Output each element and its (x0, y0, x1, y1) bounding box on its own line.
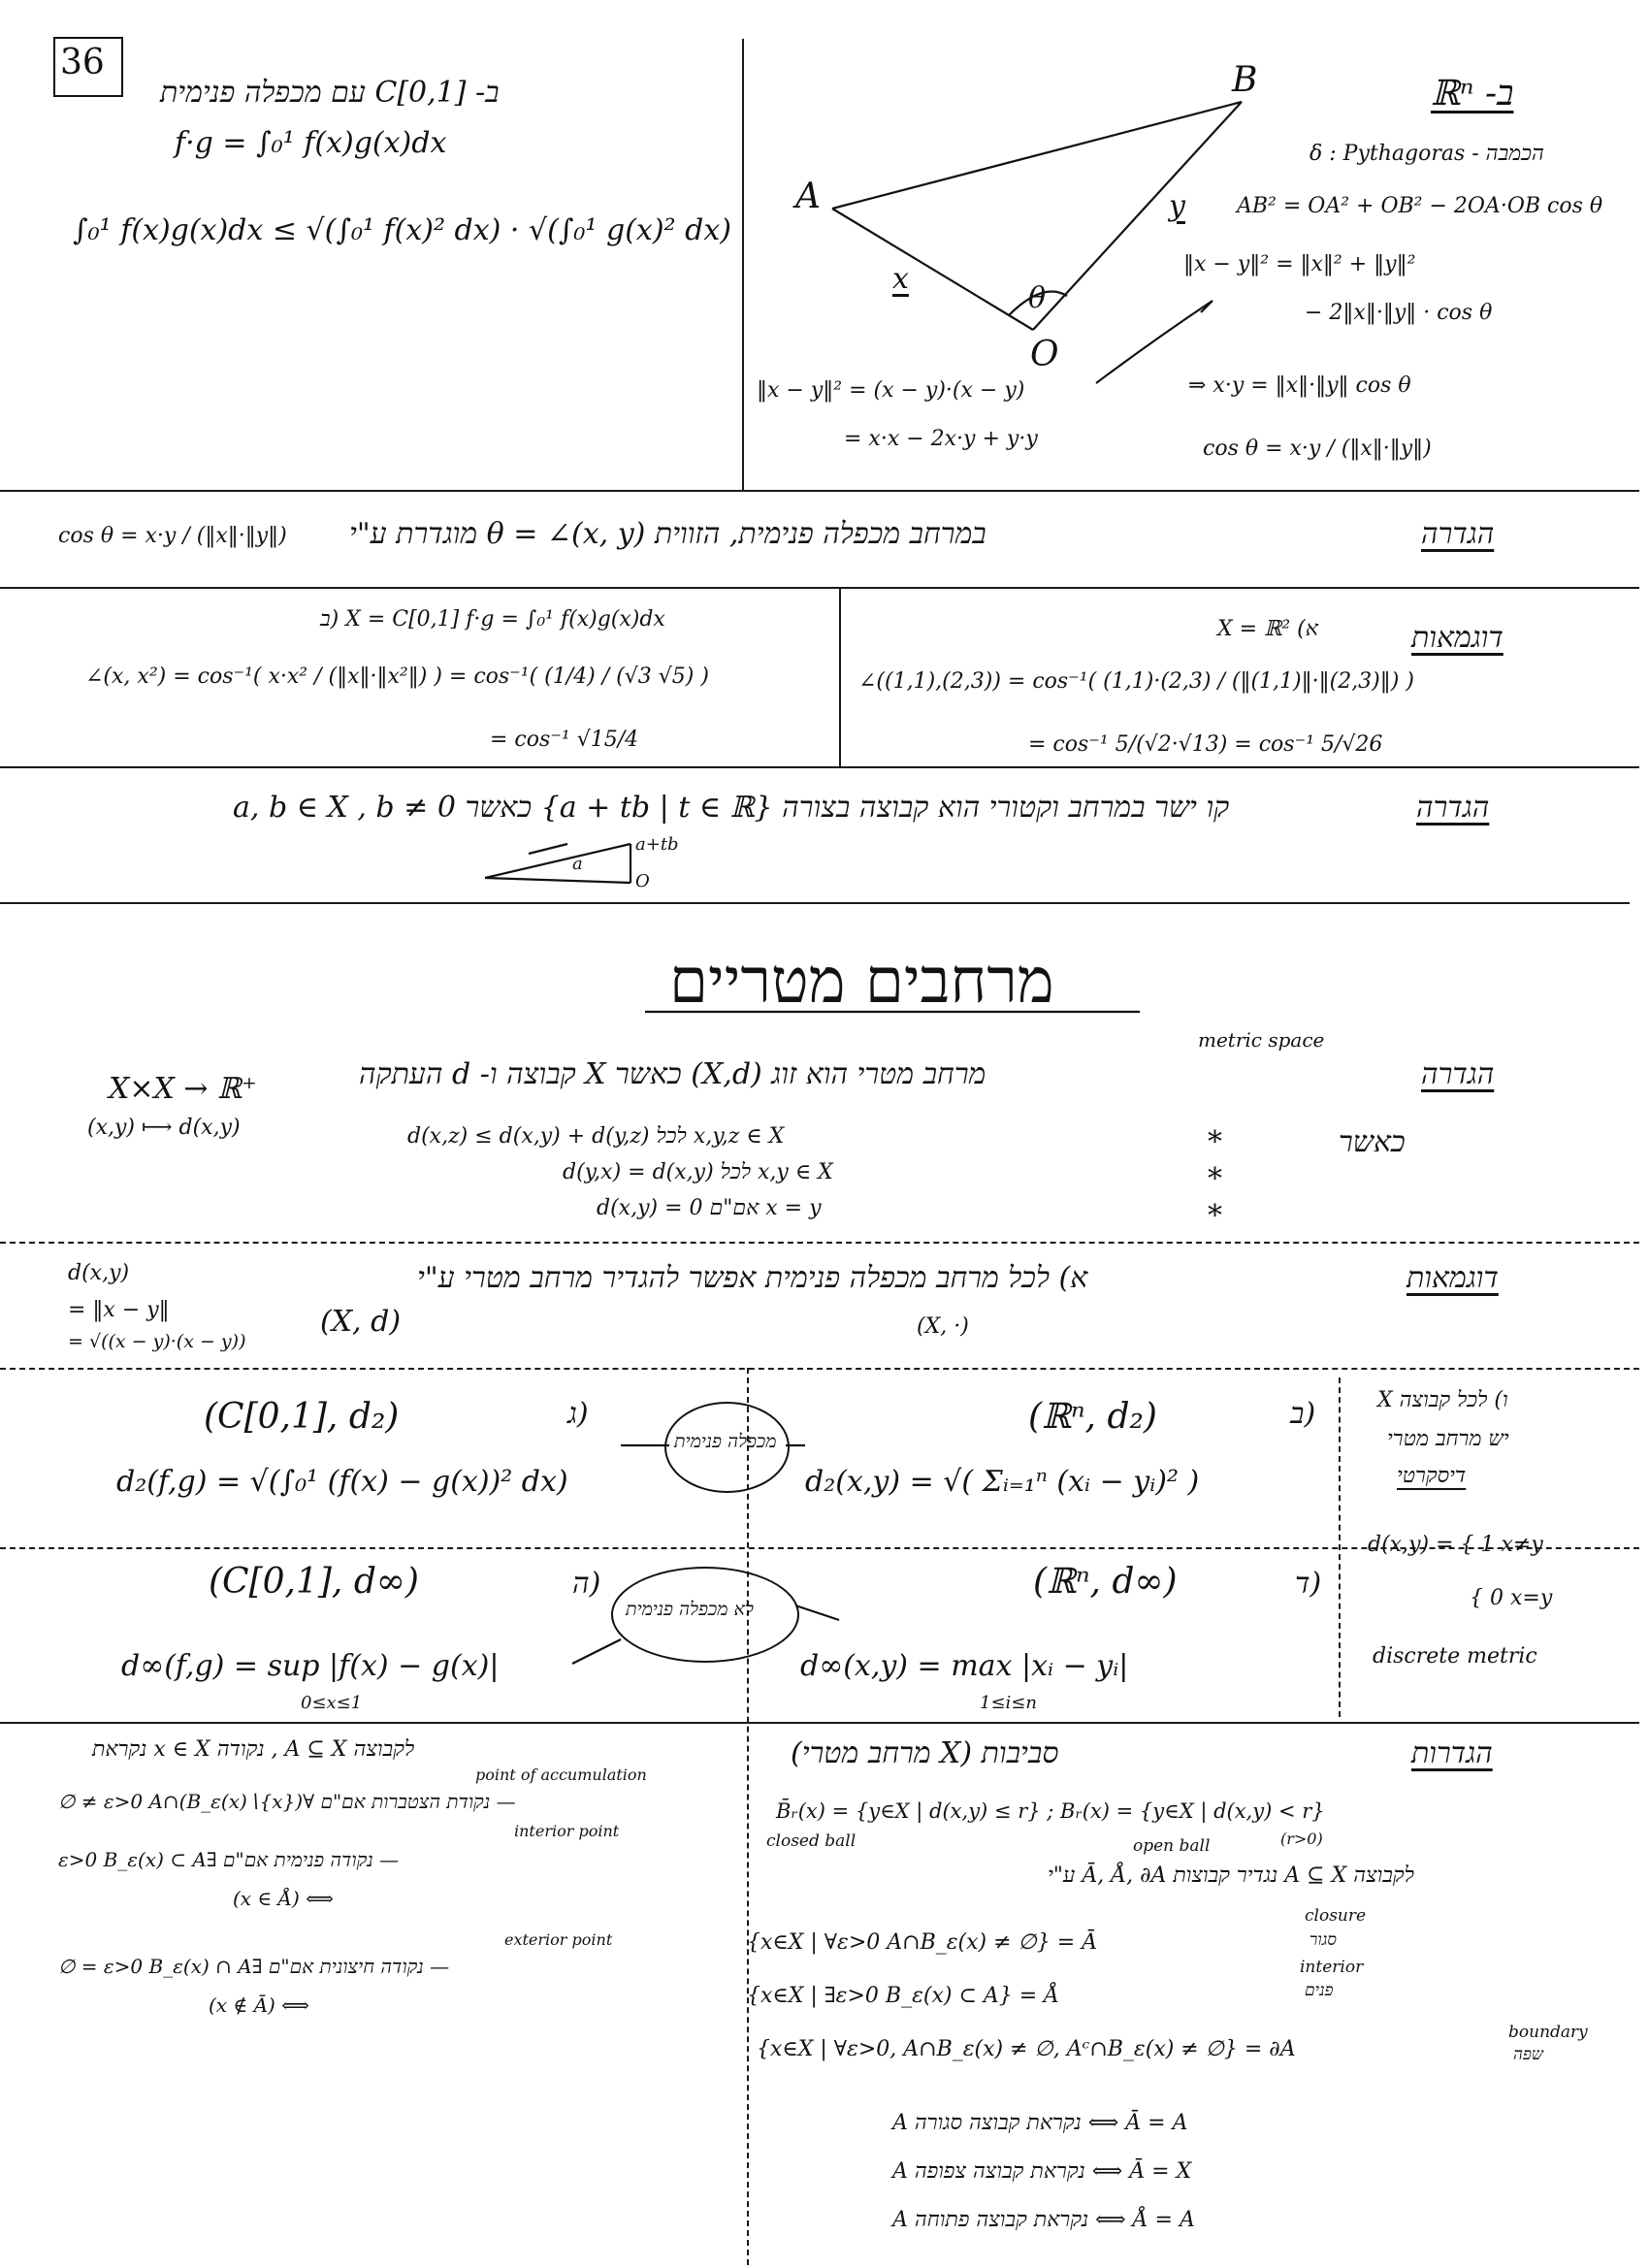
examples-label: דוגמאות (1411, 621, 1504, 655)
norm-eq-3: ⇒ x·y = ‖x‖·‖y‖ cos θ (1188, 373, 1411, 398)
sec1-def: f·g = ∫₀¹ f(x)g(x)dx (175, 126, 447, 160)
accum-en: point of accumulation (475, 1766, 647, 1784)
open-set: A נקראת קבוצה פתוחה ⟺ Å = A (892, 2208, 1195, 2232)
closure-def: {x∈X | ∀ε>0 A∩B_ε(x) ≠ ∅} = Ā (747, 1930, 1098, 1955)
defs-title: סביבות (X מרחב מטרי) (791, 1736, 1059, 1770)
c01-dinf-sub: 0≤x≤1 (301, 1693, 363, 1713)
c01-d2: (C[0,1], d₂) (204, 1397, 400, 1437)
vector-x: x (892, 262, 909, 296)
closure-en: closure (1305, 1906, 1367, 1926)
dense-set: A נקראת קבוצה צפופה ⟺ Ā = X (892, 2159, 1192, 2184)
discrete-6: discrete metric (1373, 1644, 1537, 1669)
sec2-title: ב- ℝⁿ (1431, 74, 1514, 113)
examples2-pair-2: (X, ·) (917, 1314, 969, 1339)
def-line-text: קו ישר במרחב וקטורי הוא קבוצה בצורה {a + tb | t ∈ ℝ} כאשר a, b ∈ X , b ≠ 0 (233, 791, 1230, 825)
law-of-cosines: AB² = OA² + OB² − 2OA·OB cos θ (1237, 194, 1603, 218)
rn-dinf-tag: ד) (1295, 1567, 1322, 1601)
sec1-cauchy-schwarz: ∫₀¹ f(x)g(x)dx ≤ √(∫₀¹ f(x)² dx) · √(∫₀¹ g(x)² dx) (73, 213, 731, 247)
sketch-o: O (635, 871, 650, 891)
norm-eq-1: ‖x − y‖² = ‖x‖² + ‖y‖² (1183, 252, 1416, 276)
sketch-a-tb: a+tb (635, 834, 679, 855)
point-B: B (1232, 60, 1258, 100)
def-angle-label: הגדרה (1421, 517, 1495, 551)
metric-def-label: הגדרה (1421, 1057, 1495, 1091)
points-intro: לקבוצה A ⊆ X , נקודה x ∈ X נקראת (92, 1737, 415, 1762)
discrete-1: ו) לכל קבוצה X (1377, 1388, 1508, 1412)
exterior-point-def: — נקודה חיצונית אם"ם ∃ε>0 B_ε(x) ∩ A = ∅ (58, 1955, 450, 1978)
angle-theta: θ (1028, 281, 1047, 315)
boundary-he: שפה (1513, 2045, 1543, 2064)
c01-dinf-tag: ה) (572, 1567, 601, 1601)
interior-point-eq: (x ∈ Å) ⟺ (233, 1887, 334, 1910)
rn-d2-formula: d₂(x,y) = √( Σᵢ₌₁ⁿ (xᵢ − yᵢ)² ) (805, 1465, 1200, 1499)
closure-he: סגור (1310, 1930, 1337, 1950)
interior-en: interior (1300, 1958, 1364, 1977)
norm-eq-2: − 2‖x‖·‖y‖ · cos θ (1305, 301, 1493, 325)
discrete-3: דיסקרטי (1397, 1464, 1467, 1488)
rn-dinf-sub: 1≤i≤n (980, 1693, 1037, 1713)
sec1-title: ב- C[0,1] עם מכפלה פנימית (160, 76, 500, 110)
discrete-4: d(x,y) = { 1 x≠y (1368, 1533, 1543, 1557)
rn-d2: (ℝⁿ, d₂) (1028, 1397, 1157, 1437)
def-line-label: הגדרה (1416, 791, 1490, 825)
expansion-1: ‖x − y‖² = (x − y)·(x − y) (757, 378, 1025, 403)
rn-dinf: (ℝⁿ, d∞) (1033, 1562, 1178, 1602)
interior-point-en: interior point (514, 1822, 620, 1840)
boundary-en: boundary (1508, 2023, 1588, 2042)
c01-d2-tag: ג) (567, 1397, 589, 1431)
example-b-line1: ∠(x, x²) = cos⁻¹( x·x² / (‖x‖·‖x²‖) ) = cos⁻¹( (1/4) / (√3 √5) ) (85, 664, 709, 689)
sketch-a: a (572, 854, 583, 874)
defs-label: הגדרות (1411, 1736, 1493, 1770)
oval-inner-product-text: מכפלה פנימית (674, 1431, 777, 1452)
rn-dinf-formula: d∞(x,y) = max |xᵢ − yᵢ| (800, 1649, 1129, 1683)
balls: B̄ᵣ(x) = {y∈X | d(x,y) ≤ r} ; Bᵣ(x) = {y∈X | d(x,y) < r} (776, 1799, 1325, 1823)
rn-d2-tag: ב) (1290, 1397, 1316, 1431)
example-a-line2: = cos⁻¹ 5/(√2·√13) = cos⁻¹ 5/√26 (1028, 732, 1383, 757)
exterior-point-en: exterior point (504, 1930, 613, 1949)
closed-set: A נקראת קבוצה סגורה ⟺ Ā = A (892, 2111, 1188, 2135)
expansion-2: = x·x − 2x·y + y·y (844, 427, 1038, 451)
c01-dinf: (C[0,1], d∞) (209, 1562, 419, 1602)
c01-d2-formula: d₂(f,g) = √(∫₀¹ (f(x) − g(x))² dx) (116, 1465, 568, 1499)
axiom-star-2: * (1208, 1162, 1222, 1196)
metric-map-1: X×X → ℝ⁺ (109, 1072, 257, 1106)
examples2-pair-1: (X, d) (320, 1305, 402, 1339)
open-ball-label: open ball (1133, 1836, 1211, 1856)
sets-def: לקבוצה A ⊆ X נגדיר קבוצות Ā, Å, ∂A ע"י (1048, 1863, 1414, 1888)
example-a-head: א) X = ℝ² (1217, 617, 1318, 641)
metric-def-text: מרחב מטרי הוא זוג (X,d) כאשר X קבוצה ו- d העתקה (359, 1057, 986, 1091)
axiom-star-3: * (1208, 1199, 1222, 1233)
discrete-2: יש מרחב מטרי (1387, 1427, 1509, 1451)
interior-def: {x∈X | ∃ε>0 B_ε(x) ⊂ A} = Å (747, 1984, 1060, 2008)
example-b-head: ב) X = C[0,1] f·g = ∫₀¹ f(x)g(x)dx (320, 607, 665, 632)
pythagoras-label: הכמבה - δ : Pythagoras (1310, 142, 1544, 166)
c01-dinf-formula: d∞(f,g) = sup |f(x) − g(x)| (121, 1649, 500, 1683)
interior-point-def: — נקודה פנימית אם"ם ∃ε>0 B_ε(x) ⊂ A (58, 1848, 400, 1871)
page-number: 36 (60, 43, 105, 82)
examples2-text: א) לכל מרחב מכפלה פנימית אפשר להגדיר מרחב מטרי ע"י (417, 1261, 1088, 1295)
metric-axiom-1: d(x,z) ≤ d(x,y) + d(y,z) לכל x,y,z ∈ X (407, 1124, 785, 1149)
point-O: O (1030, 335, 1059, 374)
big-title: מרחבים מטריים (669, 946, 1054, 1018)
example-a-line1: ∠((1,1),(2,3)) = cos⁻¹( (1,1)·(2,3) / (‖(1,1)‖·‖(2,3)‖) ) (858, 669, 1414, 694)
point-A: A (795, 177, 821, 216)
metric-map-2: (x,y) ⟼ d(x,y) (87, 1116, 241, 1140)
r-positive: (r>0) (1280, 1830, 1323, 1848)
def-angle-text: במרחב מכפלה פנימית, הזווית θ = ∠(x, y) מוגדרת ע"י (349, 517, 986, 551)
example-b-line2: = cos⁻¹ √15/4 (490, 728, 639, 752)
d-def-3: = √((x − y)·(x − y)) (68, 1331, 246, 1352)
metric-axiom-2: d(y,x) = d(x,y) לכל x,y ∈ X (563, 1160, 833, 1184)
d-def-1: d(x,y) (68, 1261, 130, 1285)
axiom-star-1: * (1208, 1125, 1222, 1159)
metric-when: כאשר (1339, 1125, 1406, 1159)
oval-not-inner-product-text: לא מכפלה פנימית (626, 1599, 754, 1620)
vector-y: y (1169, 189, 1185, 223)
interior-he: פנים (1305, 1981, 1334, 2000)
metric-annotation: metric space (1198, 1028, 1325, 1052)
discrete-5: { 0 x=y (1470, 1586, 1553, 1610)
def-angle-formula: cos θ = x·y / (‖x‖·‖y‖) (58, 524, 287, 548)
metric-axiom-3: d(x,y) = 0 אם"ם x = y (597, 1196, 822, 1220)
closed-ball-label: closed ball (766, 1831, 857, 1851)
examples2-label: דוגמאות (1406, 1261, 1499, 1295)
boundary-def: {x∈X | ∀ε>0, A∩B_ε(x) ≠ ∅, Aᶜ∩B_ε(x) ≠ ∅} = ∂A (757, 2037, 1296, 2061)
norm-eq-4: cos θ = x·y / (‖x‖·‖y‖) (1203, 437, 1432, 461)
d-def-2: = ‖x − y‖ (68, 1298, 170, 1322)
accum-def: — נקודת הצטברות אם"ם ∀ε>0 A∩(B_ε(x)∖{x}) ≠ ∅ (58, 1790, 516, 1813)
exterior-point-eq: (x ∉ Ā) ⟺ (209, 1993, 309, 2017)
